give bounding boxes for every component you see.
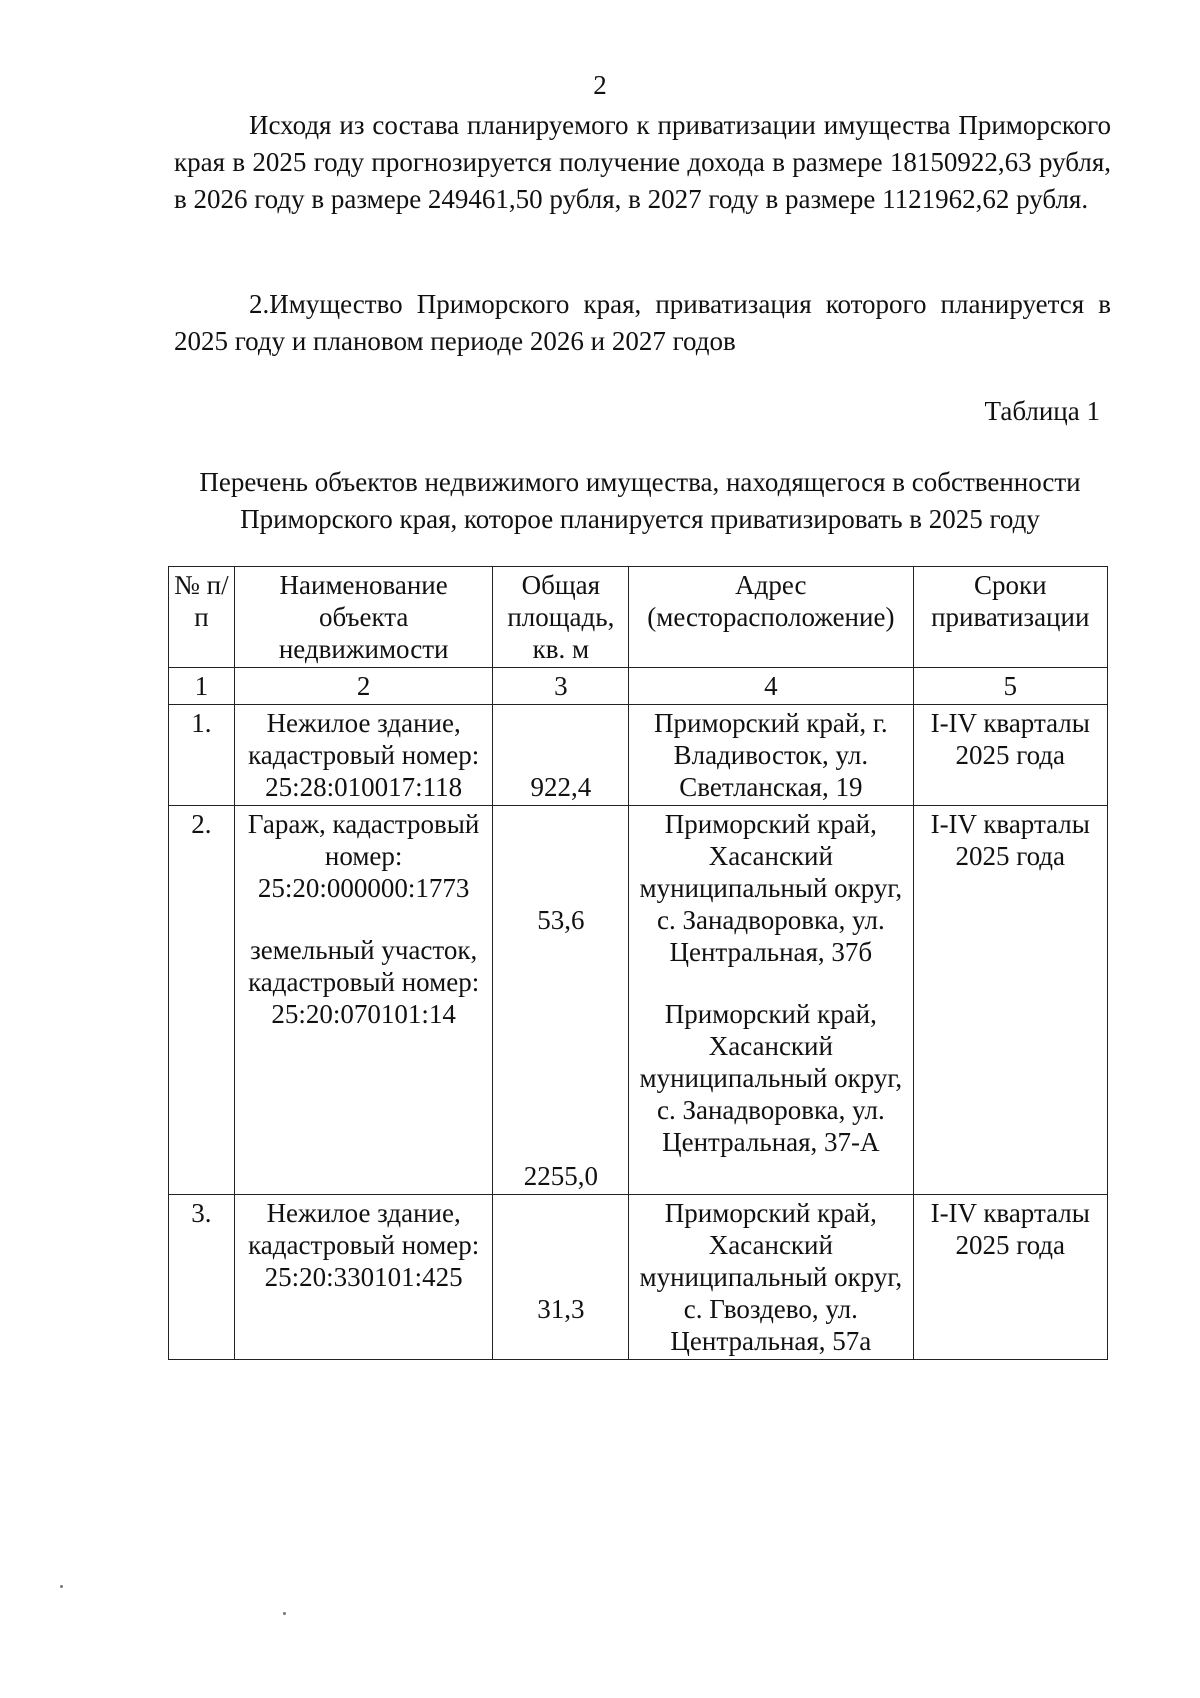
row-number: 1. [169,705,235,806]
object-area: 31,3 [537,1294,585,1324]
object-area-cell [493,1195,629,1360]
table-title [160,464,1120,538]
column-number: 2 [234,668,493,705]
privatization-term: I-IV кварталы 2025 года [913,1195,1108,1360]
paragraph-income-forecast: Исходя из состава планируемого к приватизации имущества Приморского края в 2025 году прогнозируется получение дохода в размере 18150922,63 рубля, в 2026 году в размере 249461,50 рубля, в 2027 году в размере 1121962,62 рубля. [174,110,1111,214]
privatization-term: I-IV кварталы 2025 года [913,806,1108,1195]
object-area: 922,4 [493,705,629,806]
column-number: 1 [169,668,235,705]
paragraph-section-heading: 2.Имущество Приморского края, приватизация которого планируется в 2025 году и плановом периоде 2026 и 2027 годов [174,289,1111,356]
column-number-row [169,668,1108,705]
object-address: Приморский край, Хасанский муниципальный округ, с. Занадворовка, ул. Центральная, 37-А [639,999,903,1157]
row-number: 2. [169,806,235,1195]
table-row [169,806,1108,1195]
scan-speck [283,1612,286,1615]
header-name: Наименование объекта недвижимости [234,567,493,668]
header-address: Адрес (месторасположение) [629,567,913,668]
row-number: 3. [169,1195,235,1360]
table-row [169,1195,1108,1360]
property-table [168,566,1108,1360]
object-area-cell [493,806,629,1195]
column-number: 4 [629,668,913,705]
scan-speck [60,1585,63,1588]
object-name: Гараж, кадастровый номер: 25:20:000000:1773 [247,809,480,903]
object-address: Приморский край, Хасанский муниципальный округ, с. Гвоздево, ул. Центральная, 57а [629,1195,913,1360]
header-area: Общая площадь, кв. м [493,567,629,668]
privatization-term: I-IV кварталы 2025 года [913,705,1108,806]
object-area: 2255,0 [523,1161,598,1191]
object-address: Приморский край, Хасанский муниципальный округ, с. Занадворовка, ул. Центральная, 37б [639,809,903,967]
page-number: 2 [593,70,607,100]
table-row [169,705,1108,806]
column-number: 5 [913,668,1108,705]
object-address: Приморский край, г. Владивосток, ул. Светланская, 19 [629,705,913,806]
table-title-line1: Перечень объектов недвижимого имущества, находящегося в собственности [199,467,1081,497]
column-number: 3 [493,668,629,705]
object-name: Нежилое здание, кадастровый номер: 25:28:010017:118 [234,705,493,806]
header-num: № п/п [169,567,235,668]
table-label: Таблица 1 [984,396,1100,426]
table-title-line2: Приморского края, которое планируется приватизировать в 2025 году [240,504,1040,534]
object-name-cell [234,806,493,1195]
object-name: земельный участок, кадастровый номер: 25:20:070101:14 [248,935,480,1029]
object-address-cell [629,806,913,1195]
header-term: Сроки приватизации [913,567,1108,668]
table-header-row [169,567,1108,668]
object-area: 53,6 [537,905,585,935]
object-name: Нежилое здание, кадастровый номер: 25:20:330101:425 [234,1195,493,1360]
